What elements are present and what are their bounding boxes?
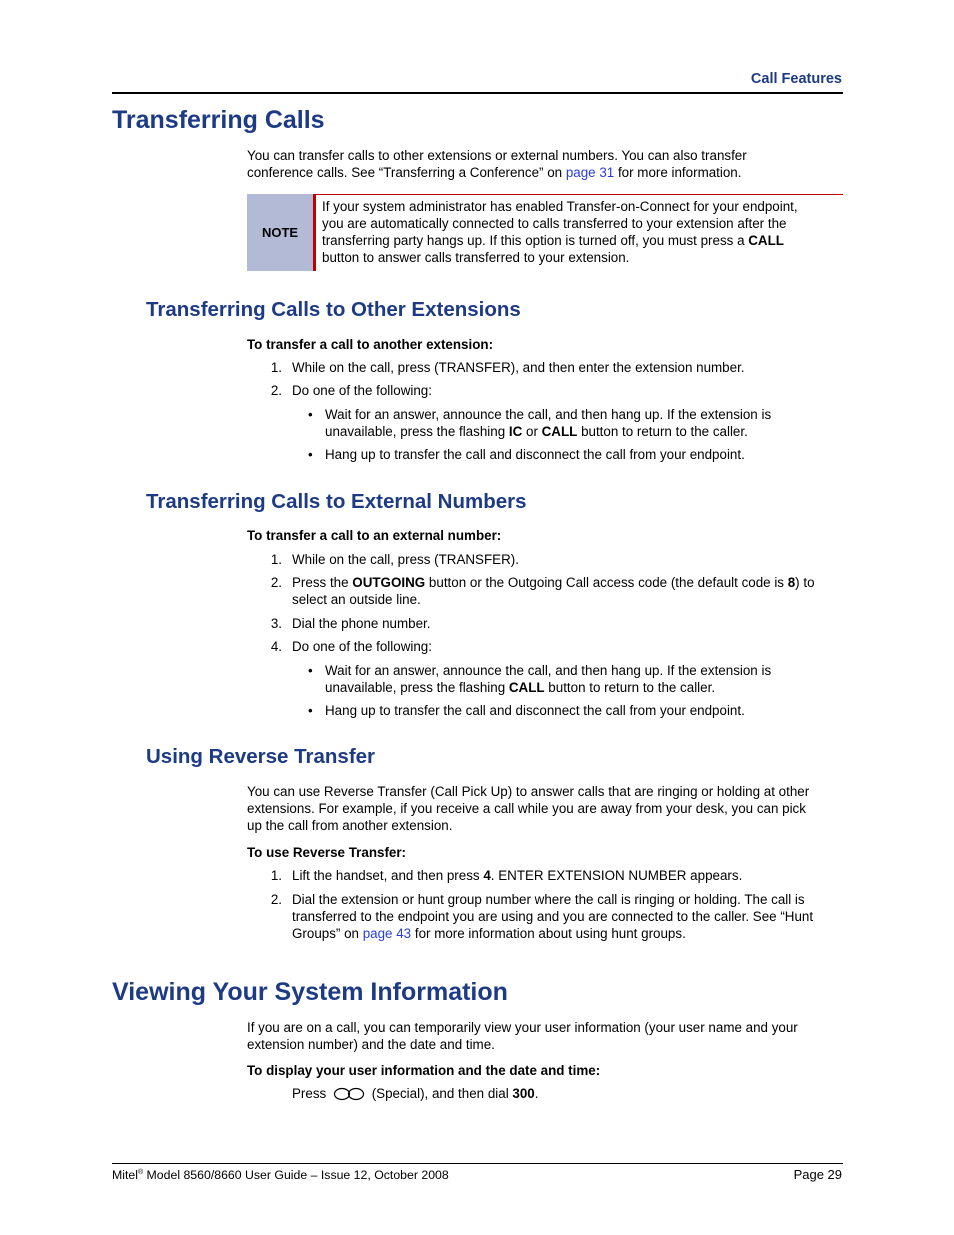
step-item xyxy=(268,359,843,376)
step-text-part: Press the xyxy=(292,575,353,590)
note-line-1: If your system administrator has enabled Transfer-on-Connect for your endpoint, xyxy=(322,199,798,214)
step-text-part: Groups” on xyxy=(292,926,363,941)
intro-line-2 xyxy=(247,164,843,181)
step-text: While on the call, press (TRANSFER), and then enter the extension number. xyxy=(292,360,745,375)
step-text: Dial the phone number. xyxy=(292,616,431,631)
step-item xyxy=(268,382,843,399)
note-line-3 xyxy=(322,232,843,249)
note-label: NOTE xyxy=(247,194,313,271)
step-text: Do one of the following: xyxy=(292,383,432,398)
step-number: 2. xyxy=(270,383,282,398)
paragraph-line: You can use Reverse Transfer (Call Pick Up) to answer calls that are ringing or holding at other xyxy=(247,784,810,799)
step-line xyxy=(292,574,843,591)
press-special-instruction xyxy=(292,1085,538,1102)
bullet-line: Wait for an answer, announce the call, and then hang up. If the extension is xyxy=(325,407,772,422)
step-text-part: Lift the handset, and then press xyxy=(292,868,484,883)
procedure-title: To use Reverse Transfer: xyxy=(247,845,407,860)
step-line: transferred to the endpoint you are using and you are connected to the caller. See “Hunt xyxy=(292,909,814,924)
step-text-part: for more information about using hunt groups. xyxy=(411,926,686,941)
dial-code: 300 xyxy=(512,1086,535,1101)
note-text xyxy=(322,198,843,266)
step-text xyxy=(292,891,843,942)
step-number: 3. xyxy=(270,616,282,631)
instruction-text: Press xyxy=(292,1086,327,1101)
intro-paragraph xyxy=(247,147,843,181)
bullet-text-part: unavailable, press the flashing xyxy=(325,680,509,695)
note-top-rule xyxy=(316,194,843,195)
footer-brand: Mitel xyxy=(112,1168,138,1182)
ic-key: IC xyxy=(508,424,523,439)
paragraph-line: If you are on a call, you can temporarily view your user information (your user name and your xyxy=(247,1020,798,1035)
step-line xyxy=(292,925,843,942)
note-divider xyxy=(313,194,316,271)
footer-document-title xyxy=(112,1167,449,1184)
bullet-item xyxy=(308,406,843,440)
step-line: Dial the extension or hunt group number where the call is ringing or holding. The call is xyxy=(292,892,805,907)
paragraph-line: extensions. For example, if you receive a call while you are away from your desk, you can pick xyxy=(247,801,806,816)
step-number: 2. xyxy=(270,575,282,590)
step-number: 1. xyxy=(270,552,282,567)
instruction-text: . xyxy=(534,1086,539,1101)
note-line-3-text: transferring party hangs up. If this option is turned off, you must press a xyxy=(322,233,749,248)
intro-text: conference calls. See “Transferring a Conference” on xyxy=(247,165,566,180)
default-code: 8 xyxy=(787,575,796,590)
bullet-item xyxy=(308,702,843,719)
intro-line-1: You can transfer calls to other extensions or external numbers. You can also transfer xyxy=(247,148,747,163)
bullet-text-part: button to return to the caller. xyxy=(577,424,748,439)
header-rule xyxy=(112,92,843,94)
instruction-text: (Special), and then dial xyxy=(371,1086,513,1101)
bullet-line: Wait for an answer, announce the call, and then hang up. If the extension is xyxy=(325,663,772,678)
call-key: CALL xyxy=(508,680,545,695)
step-item xyxy=(268,867,843,884)
step-text-part: button or the Outgoing Call access code (the default code is xyxy=(425,575,788,590)
step-line: select an outside line. xyxy=(292,592,421,607)
bullet-text xyxy=(325,406,843,440)
bullet-text-part: button to return to the caller. xyxy=(544,680,716,695)
bullet-icon: • xyxy=(308,447,313,462)
section-title-system-information: Viewing Your System Information xyxy=(112,978,508,1006)
bullet-line xyxy=(325,423,843,440)
procedure-title: To display your user information and the date and time: xyxy=(247,1063,601,1078)
note-box xyxy=(247,194,843,271)
special-key-icon xyxy=(333,1087,365,1101)
step-item xyxy=(268,638,843,655)
footer-text: Model 8560/8660 User Guide – Issue 12, October 2008 xyxy=(143,1168,449,1182)
step-number: 1. xyxy=(270,868,282,883)
key-4: 4 xyxy=(483,868,491,883)
bullet-line xyxy=(325,679,843,696)
step-text-part: ) to xyxy=(795,575,815,590)
step-number: 2. xyxy=(270,892,282,907)
bullet-text: Hang up to transfer the call and disconnect the call from your endpoint. xyxy=(325,447,745,462)
registered-mark: ® xyxy=(137,1168,144,1176)
step-item xyxy=(268,615,843,632)
note-call-key: CALL xyxy=(748,233,784,248)
outgoing-key: OUTGOING xyxy=(352,575,426,590)
subsection-title-other-extensions: Transferring Calls to Other Extensions xyxy=(146,298,521,321)
step-item xyxy=(268,574,843,608)
call-key: CALL xyxy=(541,424,578,439)
system-info-paragraph xyxy=(247,1019,843,1053)
step-text: Do one of the following: xyxy=(292,639,432,654)
step-item xyxy=(268,551,843,568)
subsection-title-reverse-transfer: Using Reverse Transfer xyxy=(146,745,376,768)
page-number: Page 29 xyxy=(793,1167,842,1182)
bullet-text-part: or xyxy=(522,424,542,439)
step-text xyxy=(292,574,843,608)
bullet-icon: • xyxy=(308,663,313,678)
intro-text-end: for more information. xyxy=(614,165,742,180)
bullet-text: Hang up to transfer the call and disconnect the call from your endpoint. xyxy=(325,703,745,718)
page-43-link[interactable]: page 43 xyxy=(362,926,412,941)
step-text: While on the call, press (TRANSFER). xyxy=(292,552,519,567)
reverse-transfer-paragraph xyxy=(247,783,843,834)
footer-rule xyxy=(112,1163,843,1164)
step-number: 4. xyxy=(270,639,282,654)
procedure-title: To transfer a call to an external number: xyxy=(247,528,502,543)
bullet-icon: • xyxy=(308,407,313,422)
step-text xyxy=(292,867,843,884)
step-number: 1. xyxy=(270,360,282,375)
bullet-item xyxy=(308,662,843,696)
running-head: Call Features xyxy=(750,71,842,87)
page-31-link[interactable]: page 31 xyxy=(565,165,615,180)
step-text-part: . ENTER EXTENSION NUMBER appears. xyxy=(490,868,743,883)
note-line-4: button to answer calls transferred to your extension. xyxy=(322,250,630,265)
paragraph-line: up the call from another extension. xyxy=(247,818,453,833)
bullet-icon: • xyxy=(308,703,313,718)
bullet-text xyxy=(325,662,843,696)
paragraph-line: extension number) and the date and time. xyxy=(247,1037,495,1052)
step-item xyxy=(268,891,843,942)
bullet-item xyxy=(308,446,843,463)
subsection-title-external-numbers: Transferring Calls to External Numbers xyxy=(146,490,527,513)
note-line-2: you are automatically connected to calls transferred to your extension after the xyxy=(322,216,787,231)
procedure-title: To transfer a call to another extension: xyxy=(247,337,494,352)
bullet-text-part: unavailable, press the flashing xyxy=(325,424,509,439)
section-title-transferring-calls: Transferring Calls xyxy=(112,106,325,134)
